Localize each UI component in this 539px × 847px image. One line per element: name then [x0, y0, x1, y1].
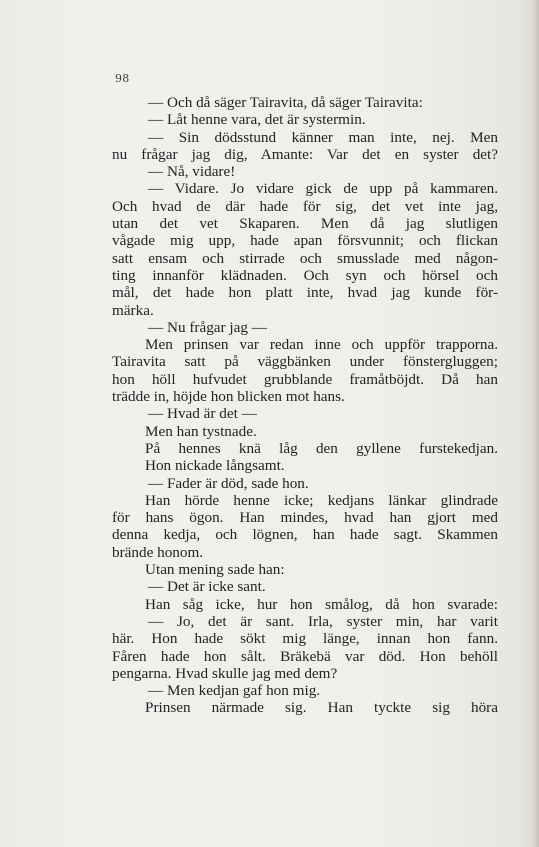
text-line: Men prinsen var redan inne och uppför trapporna. — [145, 336, 498, 354]
text-line: På hennes knä låg den gyllene furstekedjan. — [145, 439, 498, 457]
text-line: — Låt henne vara, det är systermin. — [148, 111, 366, 129]
text-line: — Sin dödsstund känner man inte, nej. Men — [148, 128, 498, 146]
text-line: Han såg icke, hur hon smålog, då hon svarade: — [145, 595, 498, 613]
text-line: utan det vet Skaparen. Men då jag slutligen — [112, 215, 498, 233]
text-line: Men han tystnade. — [145, 422, 257, 440]
text-line: — Men kedjan gaf hon mig. — [148, 682, 321, 700]
text-line: Och hvad de där hade för sig, det vet inte jag, — [112, 197, 498, 215]
text-line: satt ensam och stirrade och smusslade med någon- — [112, 249, 498, 267]
text-line: — Jo, det är sant. Irla, syster min, har varit — [148, 612, 498, 630]
text-line: Han hörde henne icke; kedjans länkar glindrade — [145, 491, 498, 509]
text-line: vågade mig upp, hade apan försvunnit; och flickan — [112, 232, 498, 250]
text-line: för hans ögon. Han mindes, hvad han gjort med — [112, 509, 498, 527]
page-number: 98 — [115, 72, 130, 85]
text-line: denna kedja, och lögnen, han hade sagt. Skammen — [112, 526, 498, 544]
text-line: trädde in, höjde hon blicken mot hans. — [112, 388, 345, 406]
text-line: Tairavita satt på väggbänken under fönstergluggen; — [112, 353, 498, 371]
text-line: — Nå, vidare! — [148, 163, 236, 181]
text-line: märka. — [112, 301, 154, 319]
text-line: Fåren hade hon sålt. Bräkebä var död. Hon behöll — [112, 647, 498, 665]
text-line: — Nu frågar jag — — [148, 318, 267, 336]
body-text — [112, 94, 498, 717]
text-line: Hon nickade långsamt. — [145, 457, 285, 475]
text-line: nu frågar jag dig, Amante: Var det en syster det? — [112, 145, 498, 163]
text-line: — Fader är död, sade hon. — [148, 474, 309, 492]
text-line: pengarna. Hvad skulle jag med dem? — [112, 664, 338, 682]
text-line: Utan mening sade han: — [145, 561, 285, 579]
text-line: — Och då säger Tairavita, då säger Tairavita: — [148, 94, 423, 111]
text-line: — Hvad är det — — [148, 405, 257, 423]
text-line: mål, det hade hon platt inte, hvad jag kunde för- — [112, 284, 498, 302]
text-line: — Vidare. Jo vidare gick de upp på kammaren. — [148, 180, 498, 198]
text-line: ting innanför klädnaden. Och syn och hörsel och — [112, 266, 498, 284]
text-line: hon höll hufvudet grubblande framåtböjdt. Då han — [112, 370, 498, 388]
text-line: brände honom. — [112, 543, 204, 561]
page-edge-shadow — [533, 0, 539, 847]
text-line: här. Hon hade sökt mig länge, innan hon fann. — [112, 630, 498, 648]
text-line: Prinsen närmade sig. Han tyckte sig höra — [145, 699, 498, 717]
text-line: — Det är icke sant. — [148, 578, 266, 596]
